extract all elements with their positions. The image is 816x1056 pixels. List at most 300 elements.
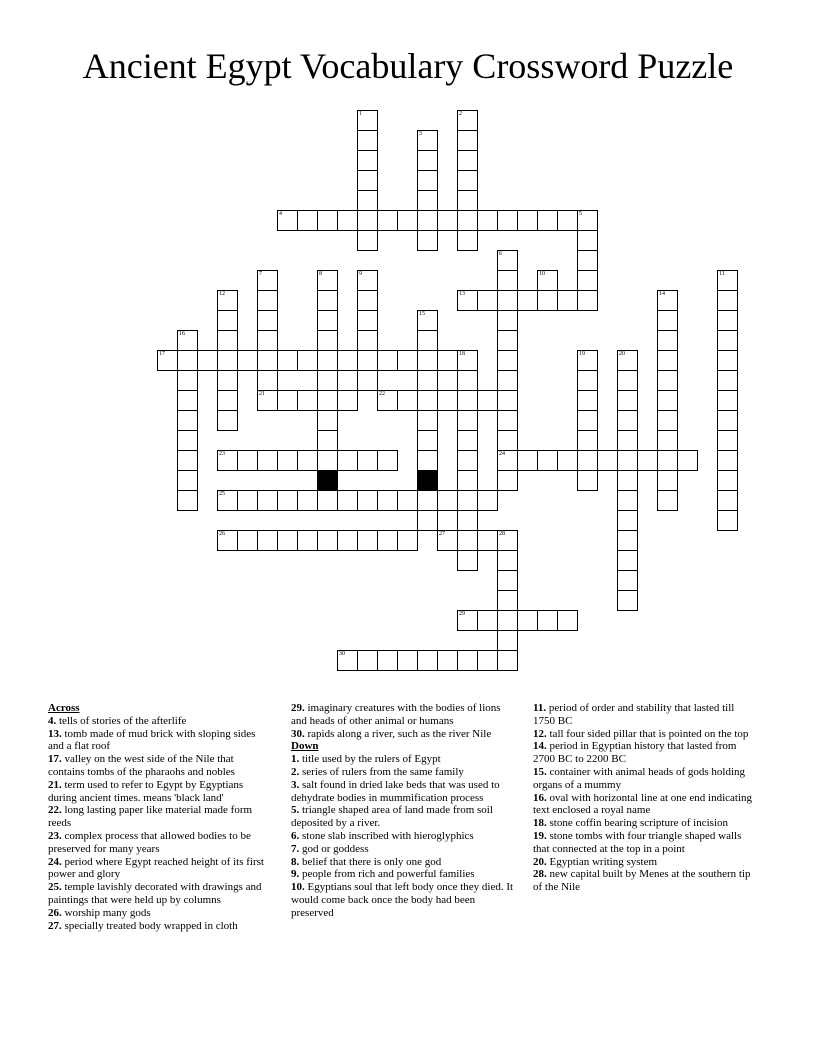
across-clue <box>48 881 270 907</box>
grid-cell[interactable] <box>277 450 298 471</box>
grid-cell[interactable] <box>397 390 418 411</box>
clue-number: 9 <box>359 271 362 277</box>
grid-cell[interactable] <box>457 190 478 211</box>
grid-cell[interactable] <box>457 530 478 551</box>
grid-cell[interactable] <box>557 210 578 231</box>
grid-cell[interactable] <box>337 350 358 371</box>
grid-cell[interactable] <box>257 350 278 371</box>
grid-cell[interactable] <box>497 410 518 431</box>
grid-cell[interactable] <box>437 390 458 411</box>
grid-cell[interactable] <box>717 370 738 391</box>
grid-cell[interactable] <box>357 270 378 291</box>
clue-num: 20. <box>533 855 547 868</box>
grid-cell[interactable] <box>357 190 378 211</box>
clue-num: 17. <box>48 753 62 766</box>
grid-cell[interactable] <box>497 270 518 291</box>
grid-cell[interactable] <box>497 570 518 591</box>
grid-cell[interactable] <box>337 390 358 411</box>
grid-cell[interactable] <box>437 210 458 231</box>
grid-cell[interactable] <box>357 530 378 551</box>
clue-num: 12. <box>533 727 547 740</box>
grid-cell[interactable] <box>317 430 338 451</box>
clue-number: 4 <box>279 211 282 217</box>
grid-cell[interactable] <box>477 210 498 231</box>
grid-cell[interactable] <box>457 150 478 171</box>
grid-cell[interactable] <box>397 490 418 511</box>
grid-cell[interactable] <box>357 150 378 171</box>
grid-cell[interactable] <box>577 450 598 471</box>
grid-cell[interactable] <box>497 250 518 271</box>
grid-cell[interactable] <box>617 570 638 591</box>
grid-cell[interactable] <box>257 450 278 471</box>
clue-text: period of order and stability that lasted till 1750 BC <box>533 702 735 727</box>
grid-cell[interactable] <box>337 450 358 471</box>
grid-cell[interactable] <box>257 310 278 331</box>
grid-cell[interactable] <box>717 510 738 531</box>
grid-cell[interactable] <box>657 310 678 331</box>
down-clue <box>291 856 516 869</box>
grid-cell[interactable] <box>277 350 298 371</box>
clue-text: tomb made of mud brick with sloping sides and a flat roof <box>48 727 256 753</box>
grid-cell[interactable] <box>417 370 438 391</box>
down-clue <box>291 830 516 843</box>
grid-cell[interactable] <box>717 410 738 431</box>
grid-cell[interactable] <box>257 530 278 551</box>
grid-cell[interactable] <box>177 330 198 351</box>
grid-cell[interactable] <box>617 550 638 571</box>
grid-cell[interactable] <box>377 530 398 551</box>
grid-cell[interactable] <box>377 390 398 411</box>
grid-cell[interactable] <box>317 210 338 231</box>
clue-num: 9. <box>291 868 300 881</box>
grid-cell[interactable] <box>577 370 598 391</box>
grid-cell[interactable] <box>297 450 318 471</box>
grid-cell[interactable] <box>317 450 338 471</box>
grid-cell[interactable] <box>297 390 318 411</box>
grid-cell[interactable] <box>637 450 658 471</box>
grid-cell[interactable] <box>177 350 198 371</box>
grid-cell[interactable] <box>337 650 358 671</box>
grid-cell[interactable] <box>497 290 518 311</box>
grid-cell[interactable] <box>477 490 498 511</box>
grid-cell[interactable] <box>617 390 638 411</box>
grid-cell[interactable] <box>577 250 598 271</box>
grid-cell[interactable] <box>577 390 598 411</box>
grid-cell[interactable] <box>357 330 378 351</box>
grid-cell[interactable] <box>317 290 338 311</box>
grid-cell[interactable] <box>257 270 278 291</box>
grid-cell[interactable] <box>417 190 438 211</box>
grid-cell[interactable] <box>417 410 438 431</box>
grid-cell[interactable] <box>617 410 638 431</box>
clue-number: 30 <box>339 651 345 657</box>
clue-num: 27. <box>48 919 62 932</box>
grid-cell[interactable] <box>617 350 638 371</box>
grid-cell[interactable] <box>617 530 638 551</box>
grid-cell[interactable] <box>357 130 378 151</box>
grid-cell[interactable] <box>537 610 558 631</box>
clue-text: specially treated body wrapped in cloth <box>61 919 238 932</box>
grid-cell[interactable] <box>617 510 638 531</box>
grid-cell[interactable] <box>577 270 598 291</box>
clue-number: 1 <box>359 111 362 117</box>
grid-cell[interactable] <box>717 330 738 351</box>
grid-cell[interactable] <box>317 410 338 431</box>
grid-cell[interactable] <box>237 350 258 371</box>
grid-cell[interactable] <box>217 450 238 471</box>
grid-cell[interactable] <box>217 290 238 311</box>
grid-cell[interactable] <box>537 290 558 311</box>
grid-cell[interactable] <box>277 210 298 231</box>
grid-cell[interactable] <box>177 390 198 411</box>
grid-cell[interactable] <box>337 210 358 231</box>
clue-text: period in Egyptian history that lasted from 2700 BC to 2200 BC <box>533 740 737 766</box>
down-clue <box>533 740 758 766</box>
grid-cell[interactable] <box>497 650 518 671</box>
clue-num: 22. <box>48 804 62 817</box>
grid-cell[interactable] <box>377 650 398 671</box>
grid-cell[interactable] <box>417 450 438 471</box>
grid-cell[interactable] <box>497 450 518 471</box>
down-clue <box>533 856 758 869</box>
grid-cell[interactable] <box>377 450 398 471</box>
grid-cell[interactable] <box>357 370 378 391</box>
grid-cell[interactable] <box>157 350 178 371</box>
grid-cell[interactable] <box>377 350 398 371</box>
grid-cell[interactable] <box>257 290 278 311</box>
grid-cell[interactable] <box>317 390 338 411</box>
grid-cell[interactable] <box>357 310 378 331</box>
grid-cell[interactable] <box>457 230 478 251</box>
grid-cell[interactable] <box>217 410 238 431</box>
grid-cell[interactable] <box>177 490 198 511</box>
clue-number: 16 <box>179 331 185 337</box>
across-clue <box>48 779 270 805</box>
grid-cell[interactable] <box>577 410 598 431</box>
clue-text: container with animal heads of gods holding organs of a mummy <box>533 765 746 791</box>
clue-num: 3. <box>291 778 300 791</box>
grid-cell[interactable] <box>317 490 338 511</box>
grid-cell[interactable] <box>357 210 378 231</box>
grid-cell[interactable] <box>497 530 518 551</box>
clue-number: 2 <box>459 111 462 117</box>
grid-cell[interactable] <box>297 350 318 371</box>
grid-cell[interactable] <box>217 530 238 551</box>
grid-cell[interactable] <box>217 310 238 331</box>
grid-cell[interactable] <box>617 370 638 391</box>
grid-cell[interactable] <box>617 430 638 451</box>
clue-text: Egyptians soul that left body once they died. It would come back once the body had been preserved <box>291 881 514 919</box>
grid-cell[interactable] <box>397 350 418 371</box>
clue-text: term used to refer to Egypt by Egyptians during ancient times. means 'black land' <box>48 778 244 804</box>
clue-number: 11 <box>719 271 725 277</box>
grid-cell[interactable] <box>177 410 198 431</box>
across-clue <box>48 753 270 779</box>
grid-cell[interactable] <box>457 370 478 391</box>
grid-cell[interactable] <box>257 490 278 511</box>
down-clue <box>291 753 516 766</box>
grid-cell[interactable] <box>297 210 318 231</box>
clue-number: 26 <box>219 531 225 537</box>
grid-cell[interactable] <box>537 270 558 291</box>
grid-cell[interactable] <box>297 530 318 551</box>
grid-cell[interactable] <box>457 610 478 631</box>
across-clue <box>48 804 270 830</box>
grid-cell[interactable] <box>497 210 518 231</box>
grid-cell[interactable] <box>657 410 678 431</box>
grid-cell[interactable] <box>557 290 578 311</box>
grid-cell[interactable] <box>457 470 478 491</box>
down-clue <box>291 779 516 805</box>
clue-text: oval with horizontal line at one end indicating text enclosed a royal name <box>533 791 753 817</box>
grid-cell[interactable] <box>457 390 478 411</box>
grid-cell[interactable] <box>357 290 378 311</box>
grid-cell[interactable] <box>217 370 238 391</box>
grid-cell[interactable] <box>617 490 638 511</box>
clue-number: 27 <box>439 531 445 537</box>
clue-text: triangle shaped area of land made from soil deposited by a river. <box>291 804 493 830</box>
grid-cell[interactable] <box>457 130 478 151</box>
grid-cell[interactable] <box>397 210 418 231</box>
grid-cell[interactable] <box>377 490 398 511</box>
grid-cell[interactable] <box>417 150 438 171</box>
grid-cell[interactable] <box>477 530 498 551</box>
grid-cell[interactable] <box>417 650 438 671</box>
grid-cell[interactable] <box>337 490 358 511</box>
grid-cell[interactable] <box>477 290 498 311</box>
clue-text: stone slab inscribed with hieroglyphics <box>299 829 474 842</box>
grid-cell[interactable] <box>177 470 198 491</box>
grid-cell[interactable] <box>357 350 378 371</box>
clue-number: 25 <box>219 491 225 497</box>
grid-cell[interactable] <box>457 350 478 371</box>
grid-cell[interactable] <box>457 410 478 431</box>
grid-cell[interactable] <box>417 130 438 151</box>
grid-cell[interactable] <box>417 170 438 191</box>
grid-cell[interactable] <box>657 490 678 511</box>
grid-cell[interactable] <box>617 450 638 471</box>
grid-cell[interactable] <box>317 310 338 331</box>
grid-cell[interactable] <box>457 110 478 131</box>
grid-cell[interactable] <box>457 650 478 671</box>
clue-column-3 <box>533 702 758 894</box>
grid-cell[interactable] <box>417 430 438 451</box>
clue-num: 1. <box>291 753 300 766</box>
grid-cell[interactable] <box>477 610 498 631</box>
grid-cell[interactable] <box>417 510 438 531</box>
grid-cell[interactable] <box>357 170 378 191</box>
clue-num: 13. <box>48 727 62 740</box>
grid-cell[interactable] <box>717 490 738 511</box>
grid-cell[interactable] <box>277 490 298 511</box>
grid-cell[interactable] <box>497 350 518 371</box>
grid-cell[interactable] <box>337 530 358 551</box>
grid-cell[interactable] <box>717 430 738 451</box>
grid-cell[interactable] <box>237 450 258 471</box>
grid-cell[interactable] <box>717 470 738 491</box>
grid-cell[interactable] <box>277 530 298 551</box>
grid-cell[interactable] <box>457 490 478 511</box>
grid-cell[interactable] <box>557 450 578 471</box>
grid-cell[interactable] <box>317 350 338 371</box>
grid-cell[interactable] <box>417 310 438 331</box>
grid-cell[interactable] <box>597 450 618 471</box>
clue-number: 17 <box>159 351 165 357</box>
clue-text: imaginary creatures with the bodies of lions and heads of other animal or humans <box>291 702 501 727</box>
grid-cell[interactable] <box>657 370 678 391</box>
grid-cell[interactable] <box>437 530 458 551</box>
grid-cell[interactable] <box>497 550 518 571</box>
grid-cell[interactable] <box>717 350 738 371</box>
grid-cell[interactable] <box>457 170 478 191</box>
grid-cell[interactable] <box>457 290 478 311</box>
grid-cell[interactable] <box>357 490 378 511</box>
grid-cell[interactable] <box>437 490 458 511</box>
grid-cell[interactable] <box>417 210 438 231</box>
grid-cell[interactable] <box>457 550 478 571</box>
down-clue <box>533 702 758 728</box>
clue-number: 15 <box>419 311 425 317</box>
clue-number: 24 <box>499 451 505 457</box>
grid-cell[interactable] <box>217 330 238 351</box>
grid-cell[interactable] <box>497 590 518 611</box>
grid-cell[interactable] <box>717 270 738 291</box>
clue-number: 19 <box>579 351 585 357</box>
grid-cell[interactable] <box>317 370 338 391</box>
grid-cell[interactable] <box>497 390 518 411</box>
grid-cell[interactable] <box>517 290 538 311</box>
grid-cell[interactable] <box>517 450 538 471</box>
grid-cell[interactable] <box>517 610 538 631</box>
grid-cell[interactable] <box>237 530 258 551</box>
grid-cell[interactable] <box>477 390 498 411</box>
grid-cell[interactable] <box>397 650 418 671</box>
grid-cell[interactable] <box>577 210 598 231</box>
grid-cell[interactable] <box>317 530 338 551</box>
grid-cell[interactable] <box>197 350 218 371</box>
grid-cell[interactable] <box>577 230 598 251</box>
down-clue <box>291 766 516 779</box>
clue-number: 22 <box>379 391 385 397</box>
clue-text: valley on the west side of the Nile that contains tombs of the pharaohs and nobles <box>48 753 235 778</box>
grid-cell[interactable] <box>177 370 198 391</box>
grid-cell[interactable] <box>277 390 298 411</box>
grid-cell[interactable] <box>517 210 538 231</box>
black-cell <box>317 470 338 491</box>
grid-cell[interactable] <box>617 470 638 491</box>
grid-cell[interactable] <box>397 530 418 551</box>
across-clue <box>48 830 270 856</box>
grid-cell[interactable] <box>577 350 598 371</box>
black-cell <box>417 470 438 491</box>
grid-cell[interactable] <box>497 370 518 391</box>
grid-cell[interactable] <box>657 390 678 411</box>
grid-cell[interactable] <box>357 650 378 671</box>
grid-cell[interactable] <box>417 390 438 411</box>
grid-cell[interactable] <box>217 390 238 411</box>
grid-cell[interactable] <box>257 390 278 411</box>
grid-cell[interactable] <box>357 450 378 471</box>
clue-num: 23. <box>48 829 62 842</box>
grid-cell[interactable] <box>257 330 278 351</box>
clue-text: stone tombs with four triangle shaped walls that connected at the top in a point <box>533 829 742 855</box>
grid-cell[interactable] <box>317 330 338 351</box>
grid-cell[interactable] <box>377 210 398 231</box>
grid-cell[interactable] <box>497 610 518 631</box>
grid-cell[interactable] <box>257 370 278 391</box>
grid-cell[interactable] <box>177 450 198 471</box>
across-clue <box>48 856 270 882</box>
clue-num: 25. <box>48 881 62 894</box>
grid-cell[interactable] <box>417 490 438 511</box>
grid-cell[interactable] <box>537 450 558 471</box>
grid-cell[interactable] <box>357 230 378 251</box>
clue-num: 6. <box>291 829 300 842</box>
grid-cell[interactable] <box>617 590 638 611</box>
clue-column-2 <box>291 702 516 920</box>
grid-cell[interactable] <box>657 350 678 371</box>
grid-cell[interactable] <box>217 490 238 511</box>
page-title: Ancient Egypt Vocabulary Crossword Puzzle <box>82 46 734 86</box>
clue-num: 7. <box>291 842 300 855</box>
grid-cell[interactable] <box>437 350 458 371</box>
grid-cell[interactable] <box>417 330 438 351</box>
grid-cell[interactable] <box>717 390 738 411</box>
grid-cell[interactable] <box>657 470 678 491</box>
grid-cell[interactable] <box>537 210 558 231</box>
grid-cell[interactable] <box>357 110 378 131</box>
grid-cell[interactable] <box>217 350 238 371</box>
down-clue <box>291 843 516 856</box>
grid-cell[interactable] <box>177 430 198 451</box>
grid-cell[interactable] <box>577 430 598 451</box>
grid-cell[interactable] <box>577 470 598 491</box>
grid-cell[interactable] <box>657 450 678 471</box>
grid-cell[interactable] <box>677 450 698 471</box>
clue-number: 29 <box>459 611 465 617</box>
grid-cell[interactable] <box>457 210 478 231</box>
grid-cell[interactable] <box>717 290 738 311</box>
clue-number: 8 <box>319 271 322 277</box>
grid-cell[interactable] <box>497 430 518 451</box>
grid-cell[interactable] <box>417 230 438 251</box>
grid-cell[interactable] <box>557 610 578 631</box>
grid-cell[interactable] <box>457 450 478 471</box>
grid-cell[interactable] <box>497 630 518 651</box>
grid-cell[interactable] <box>237 490 258 511</box>
grid-cell[interactable] <box>417 350 438 371</box>
grid-cell[interactable] <box>317 270 338 291</box>
grid-cell[interactable] <box>457 510 478 531</box>
grid-cell[interactable] <box>497 310 518 331</box>
grid-cell[interactable] <box>717 310 738 331</box>
grid-cell[interactable] <box>457 430 478 451</box>
grid-cell[interactable] <box>717 450 738 471</box>
clue-text: Egyptian writing system <box>546 855 658 868</box>
grid-cell[interactable] <box>657 430 678 451</box>
grid-cell[interactable] <box>577 290 598 311</box>
grid-cell[interactable] <box>497 330 518 351</box>
grid-cell[interactable] <box>497 470 518 491</box>
grid-cell[interactable] <box>477 650 498 671</box>
grid-cell[interactable] <box>657 330 678 351</box>
grid-cell[interactable] <box>297 490 318 511</box>
grid-cell[interactable] <box>657 290 678 311</box>
clue-text: tall four sided pillar that is pointed on the top <box>546 727 749 740</box>
grid-cell[interactable] <box>437 650 458 671</box>
across-clue <box>291 702 516 728</box>
down-heading: Down <box>291 740 319 753</box>
